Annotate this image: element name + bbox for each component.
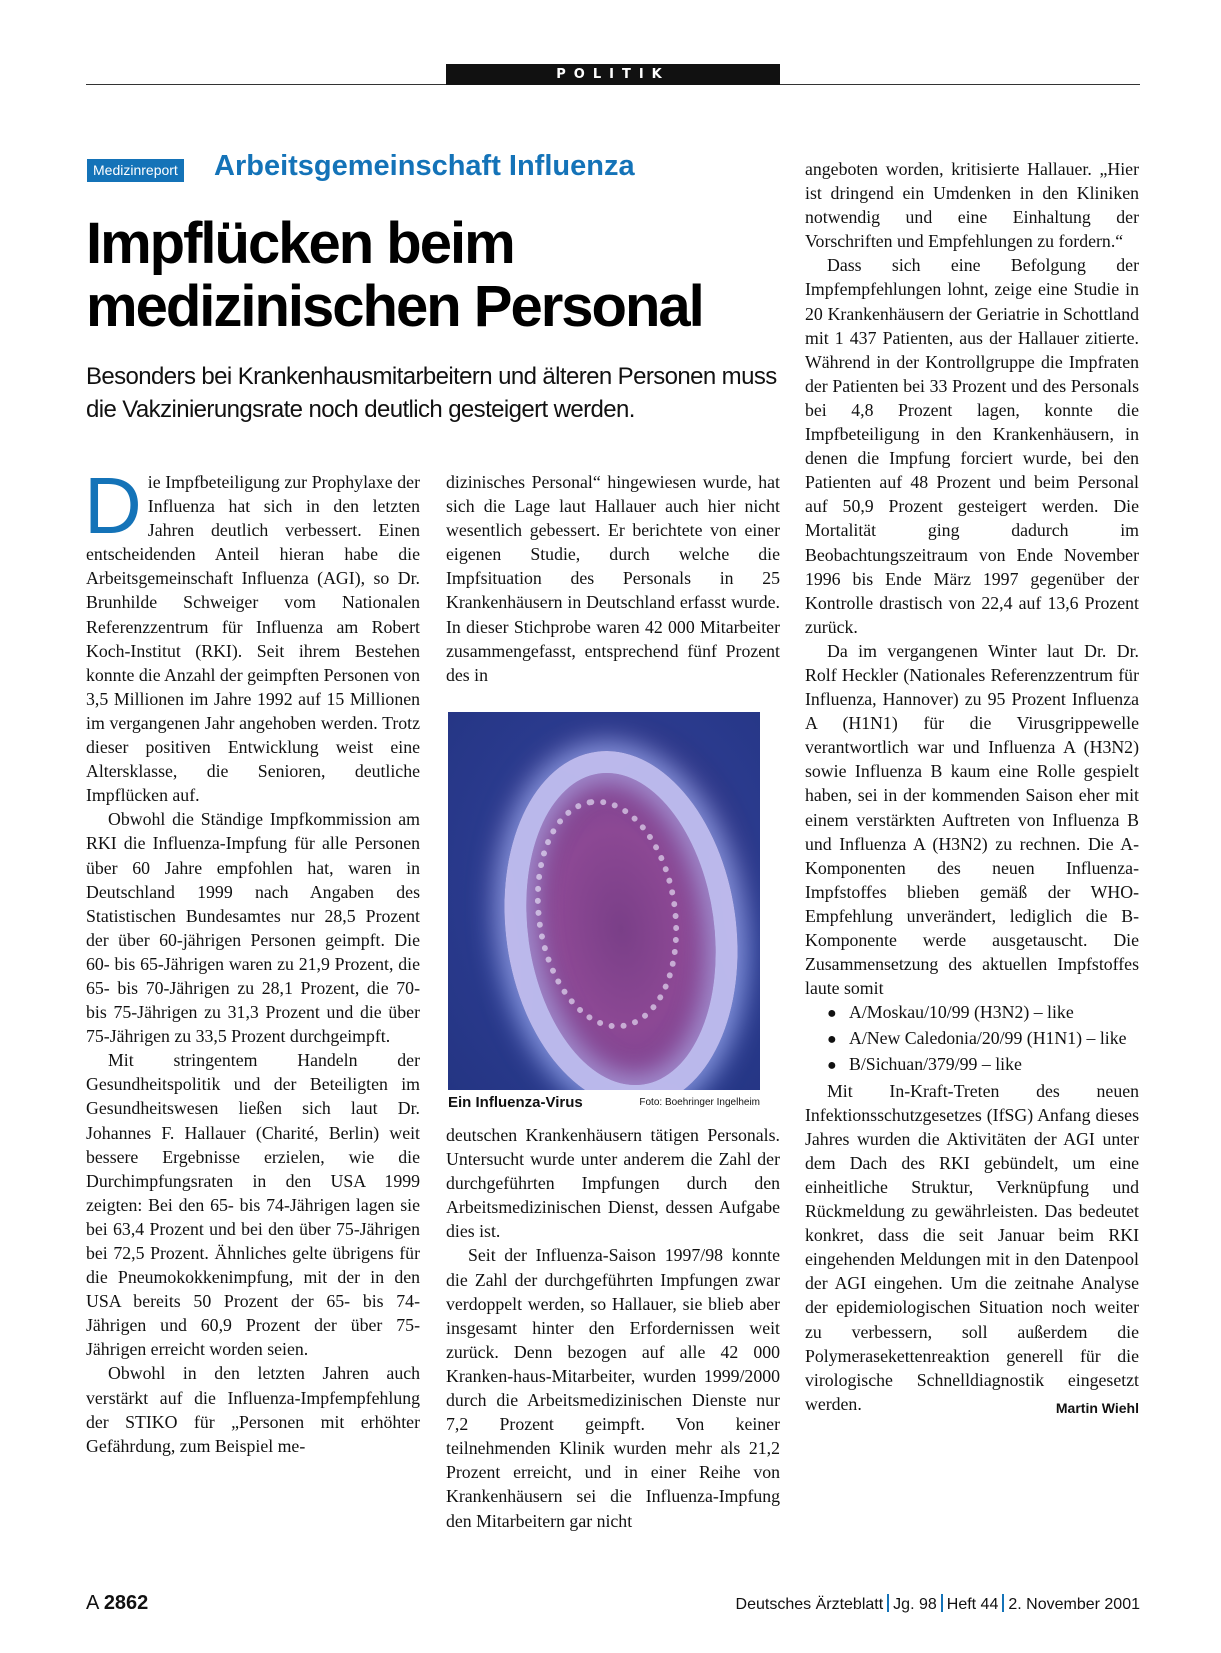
- paragraph: Da im vergangenen Winter laut Dr. Dr. Rolf Heckler (Nationales Referenzzentrum für Influenza, Hannover) zu 95 Prozent Influenza A (H1N1) für die Virusgrippewelle verantwortlich war und Influenza A (H3N2) sowie Influenza B kaum eine Rolle gespielt haben, sei in der kommenden Saison eher mit einem verstärkten Auftreten von Influenza B und Influenza A (H3N2) zu rechnen. Die A-Komponenten des neuen Influenza-Impfstoffes blieben gemäß der WHO-Empfehlung unverändert, lediglich die B-Komponente werde ausgetauscht. Die Zusammensetzung des aktuellen Impfstoffes laute somit: [805, 640, 1139, 999]
- list-item: ● B/Sichuan/379/99 – like: [805, 1052, 1139, 1078]
- article-column-2-top: [446, 470, 780, 687]
- article-column-3: [805, 157, 1139, 1420]
- paragraph: dizinisches Personal“ hingewiesen wurde, hat sich die Lage laut Hallauer auch hier nicht wesentlich gebessert. Er berichtete von einer eigenen Studie, durch welche die Impfsituation des Personals in 25 Krankenhäusern in Deutschland erfasst wurde. In dieser Stichprobe waren 42 000 Mitarbeiter zusammengefasst, entsprechend fünf Prozent des in: [446, 472, 780, 685]
- headline: Impflücken beim medizinischen Personal: [86, 211, 703, 339]
- paragraph: angeboten worden, kritisierte Hallauer. „Hier ist dringend ein Umdenken in den Kliniken notwendig und eine Einhaltung der Vorschriften und Empfehlungen zu fordern.“: [805, 159, 1139, 252]
- caption-title: Ein Influenza-Virus: [448, 1094, 583, 1111]
- article-column-2-bottom: [446, 1123, 780, 1533]
- journal-footer: [736, 1594, 1140, 1614]
- paragraph: deutschen Krankenhäusern tätigen Personals. Untersucht wurde unter anderem die Zahl der durchgeführten Impfungen durch den Arbeitsmedizinischen Dienst, dessen Aufgabe dies ist.: [446, 1125, 780, 1242]
- paragraph: Mit stringentem Handeln der Gesundheitspolitik und der Beteiligten im Gesundheitswesen ließen sich laut Dr. Johannes F. Hallauer (Charité, Berlin) weit bessere Ergebnisse erzielen, wie die Durchimpfungsraten in den USA 1999 zeigten: Bei den 65- bis 74-Jährigen lagen sie bei 63,4 Prozent und bei den über 75-Jährigen bei 72,5 Prozent. Ähnliches gelte übrigens für die Pneumokokkenimpfung, mit der in den USA bereits 50 Prozent der 65- bis 74-Jährigen und 60,9 Prozent der über 75-Jährigen erreicht worden seien.: [86, 1050, 420, 1360]
- kicker-title: Arbeitsgemeinschaft Influenza: [214, 150, 635, 182]
- author-name: Martin Wiehl: [1055, 1399, 1139, 1416]
- page-number: A 2862: [86, 1592, 149, 1614]
- drop-cap: D: [84, 461, 142, 550]
- article-column-1: [84, 461, 420, 1458]
- divider: [1002, 1594, 1004, 1612]
- list-item: ● A/Moskau/10/99 (H3N2) – like: [805, 1000, 1139, 1026]
- photo-credit: Foto: Boehringer Ingelheim: [639, 1097, 760, 1108]
- journal-name: Deutsches Ärzteblatt: [735, 1596, 884, 1613]
- vaccine-strain-list: [805, 1000, 1139, 1078]
- paragraph: Dass sich eine Befolgung der Impfempfehlungen lohnt, zeige eine Studie in 20 Krankenhäusern der Geriatrie in Schottland mit 1 437 Patienten, aus der Hallauer zitierte. Während in der Kontrollgruppe die Impfraten der Patienten bei 33 Prozent und des Personals bei 4,8 Prozent lagen, konnte die Impfbeteiligung in den Krankenhäusern, in denen die Impfung forciert wurde, bei den Patienten auf 48 Prozent und beim Personal auf 50,9 Prozent gesteigert werden. Die Mortalität ging dadurch im Beobachtungszeitraum von Ende November 1996 bis Ende März 1997 gegenüber der Kontrolle drastisch von 22,4 auf 13,6 Prozent zurück.: [805, 255, 1139, 637]
- lead-paragraph: Besonders bei Krankenhausmitarbeitern und älteren Personen muss die Vakzinierungsrate noch deutlich gesteigert werden.: [86, 363, 777, 423]
- volume: Jg. 98: [893, 1596, 937, 1613]
- paragraph: Obwohl in den letzten Jahren auch verstärkt auf die Influenza-Impfempfehlung der STIKO für „Personen mit erhöhter Gefährdung, zum Beispiel me-: [86, 1363, 420, 1456]
- issue-date: 2. November 2001: [1008, 1596, 1140, 1613]
- influenza-virus-photo: [448, 712, 760, 1090]
- paragraph: Die Impfbeteiligung zur Prophylaxe der Influenza hat sich in den letzten Jahren deutlich verbessert. Einen entscheidenden Anteil hieran habe die Arbeitsgemeinschaft Influenza (AGI), so Dr. Brunhilde Schweiger vom Nationalen Referenzzentrum für Influenza am Robert Koch-Institut (RKI). Seit ihrem Bestehen konnte die Anzahl der geimpften Personen von 3,5 Millionen im Jahre 1992 auf 15 Millionen im vergangenen Jahr angehoben werden. Trotz dieser positiven Entwicklung weist eine Altersklasse, die Senioren, deutliche Impflücken auf.: [84, 461, 420, 806]
- divider: [887, 1594, 889, 1612]
- paragraph: Obwohl die Ständige Impfkommission am RKI die Influenza-Impfung für alle Personen über 60 Jahre empfohlen hat, waren in Deutschland 1999 nach Angaben des Statistischen Bundesamtes nur 28,5 Prozent der über 60-jährigen Personen geimpft. Die 60- bis 65-Jährigen waren zu 21,9 Prozent, die 65- bis 70-Jährigen zu 28,1 Prozent, die 70- bis 75-Jährigen zu 31,3 Prozent und die über 75-Jährigen zu 33,5 Prozent durchgeimpft.: [86, 809, 420, 1047]
- divider: [941, 1594, 943, 1612]
- paragraph: Mit In-Kraft-Treten des neuen Infektionsschutzgesetzes (IfSG) Anfang dieses Jahres wurden die Aktivitäten der AGI unter dem Dach des RKI gebündelt, um eine einheitliche Struktur, Verknüpfung und Rückmeldung zu gewährleisten. Das bedeutet konkret, dass die seit Januar beim RKI eingehenden Meldungen mit in den Datenpool der AGI eingehen. Um die zeitnahe Analyse der epidemiologischen Situation noch weiter zu verbessern, soll außerdem die Polymerasekettenreaktion generell für die virologische Schnelldiagnostik eingesetzt werden. Martin Wiehl: [805, 1079, 1139, 1416]
- issue: Heft 44: [946, 1596, 999, 1613]
- figure-caption: [448, 1094, 760, 1112]
- report-tag: Medizinreport: [87, 159, 184, 182]
- section-label: POLITIK: [446, 64, 780, 85]
- paragraph: Seit der Influenza-Saison 1997/98 konnte die Zahl der durchgeführten Impfungen zwar verdoppelt werden, so Hallauer, sie blieb aber insgesamt hinter den Erfordernissen weit zurück. Denn bezogen auf alle 42 000 Kranken-haus-Mitarbeiter, wurden 1999/2000 durch die Arbeitsmedizinischen Dienste nur 7,2 Prozent geimpft. Von keiner teilnehmenden Klinik wurden mehr als 21,2 Prozent erreicht, und in einer Reihe von Krankenhäusern sei die Influenza-Impfung den Mitarbeitern gar nicht: [446, 1245, 780, 1531]
- list-item: ● A/New Caledonia/20/99 (H1N1) – like: [805, 1026, 1139, 1052]
